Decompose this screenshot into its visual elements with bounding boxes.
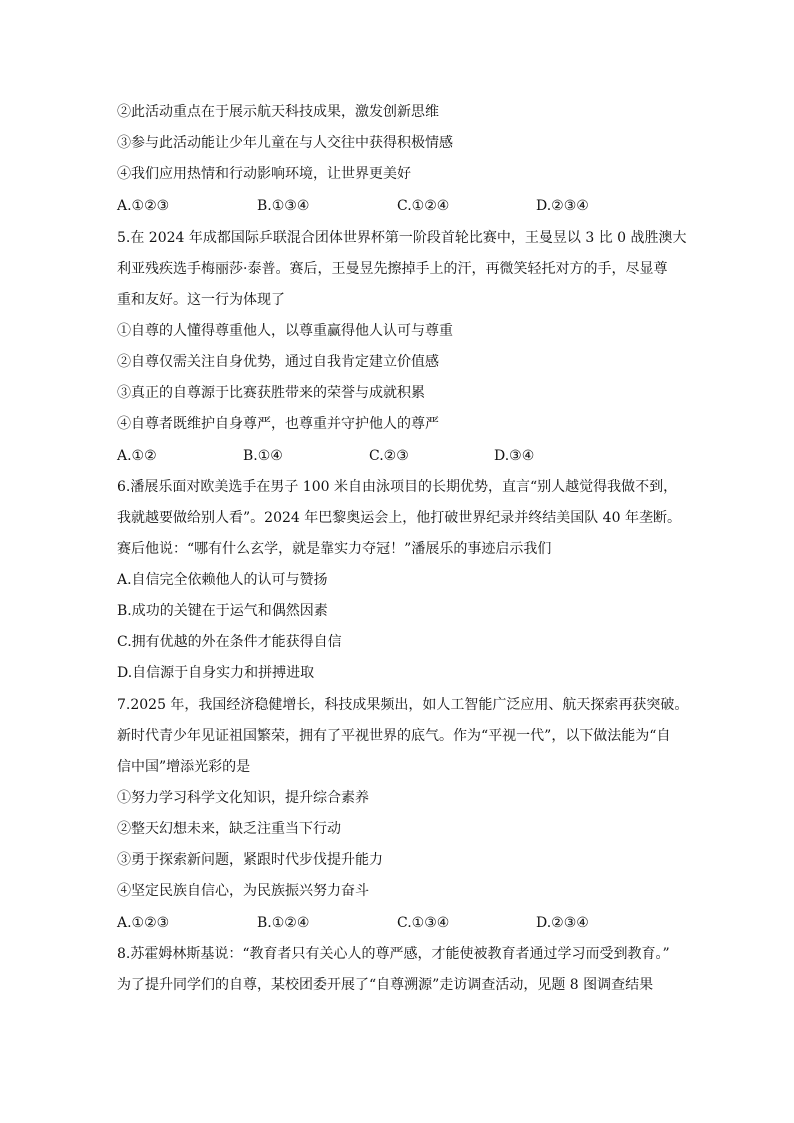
q6-option-b: B.成功的关键在于运气和偶然因素 (117, 603, 328, 619)
q4-statement-2: ②此活动重点在于展示航天科技成果，激发创新思维 (117, 104, 439, 120)
q5-statement-4: ④自尊者既维护自身尊严，也尊重并守护他人的尊严 (117, 416, 439, 432)
q7-statement-3: ③勇于探索新问题，紧跟时代步伐提升能力 (117, 852, 383, 868)
q7-statement-1: ①努力学习科学文化知识，提升综合素养 (117, 790, 369, 806)
q7-option-a: A.①②③ (117, 915, 170, 931)
q6-option-a: A.自信完全依赖他人的认可与赞扬 (117, 572, 328, 588)
q4-statement-3: ③参与此活动能让少年儿童在与人交往中获得积极情感 (117, 135, 453, 151)
q7-option-b: B.①②④ (257, 915, 310, 931)
q8-stem-line-2: 为了提升同学们的自尊，某校团委开展了“自尊溯源”走访调查活动，见题 8 图调查结果 (117, 977, 654, 993)
q5-statement-2: ②自尊仅需关注自身优势，通过自我肯定建立价值感 (117, 354, 439, 370)
q8-stem-line-1: 8.苏霍姆林斯基说：“教育者只有关心人的尊严感，才能使被教育者通过学习而受到教育。” (117, 946, 670, 962)
q4-option-d: D.②③④ (536, 198, 589, 214)
q5-option-b: B.①④ (243, 448, 283, 464)
q4-option-b: B.①③④ (257, 198, 310, 214)
q7-option-c: C.①③④ (397, 915, 450, 931)
q6-stem-line-2: 我就越要做给别人看”。2024 年巴黎奥运会上，他打破世界纪录并终结美国队 40 年垄断。 (117, 510, 681, 526)
q7-statement-2: ②整天幻想未来，缺乏注重当下行动 (117, 821, 341, 837)
q5-stem-line-3: 重和友好。这一行为体现了 (117, 292, 285, 308)
q5-stem-line-1: 5.在 2024 年成都国际乒联混合团体世界杯第一阶段首轮比赛中，王曼昱以 3 比 0 战胜澳大 (117, 230, 687, 246)
q6-stem-line-3: 赛后他说：“哪有什么玄学，就是靠实力夺冠！”潘展乐的事迹启示我们 (117, 541, 552, 557)
q6-stem-line-1: 6.潘展乐面对欧美选手在男子 100 米自由泳项目的长期优势，直言“别人越觉得我做不到， (117, 479, 678, 495)
q5-option-d: D.③④ (494, 448, 535, 464)
q7-stem-line-2: 新时代青少年见证祖国繁荣，拥有了平视世界的底气。作为“平视一代”，以下做法能为“自 (117, 728, 671, 744)
q7-stem-line-1: 7.2025 年，我国经济稳健增长，科技成果频出，如人工智能广泛应用、航天探索再获突破。 (117, 697, 689, 713)
q7-stem-line-3: 信中国”增添光彩的是 (117, 759, 251, 775)
q4-option-a: A.①②③ (117, 198, 170, 214)
q6-option-d: D.自信源于自身实力和拼搏进取 (117, 665, 315, 681)
q7-option-d: D.②③④ (536, 915, 589, 931)
q5-statement-1: ①自尊的人懂得尊重他人，以尊重赢得他人认可与尊重 (117, 323, 453, 339)
q5-statement-3: ③真正的自尊源于比赛获胜带来的荣誉与成就积累 (117, 385, 425, 401)
q7-statement-4: ④坚定民族自信心，为民族振兴努力奋斗 (117, 883, 369, 899)
q5-stem-line-2: 利亚残疾选手梅丽莎·泰普。赛后，王曼昱先擦掉手上的汗，再微笑轻托对方的手，尽显尊 (117, 261, 668, 277)
q5-option-a: A.①② (117, 448, 157, 464)
q6-option-c: C.拥有优越的外在条件才能获得自信 (117, 634, 342, 650)
q4-option-c: C.①②④ (397, 198, 450, 214)
q4-statement-4: ④我们应用热情和行动影响环境，让世界更美好 (117, 166, 411, 182)
q5-option-c: C.②③ (369, 448, 409, 464)
